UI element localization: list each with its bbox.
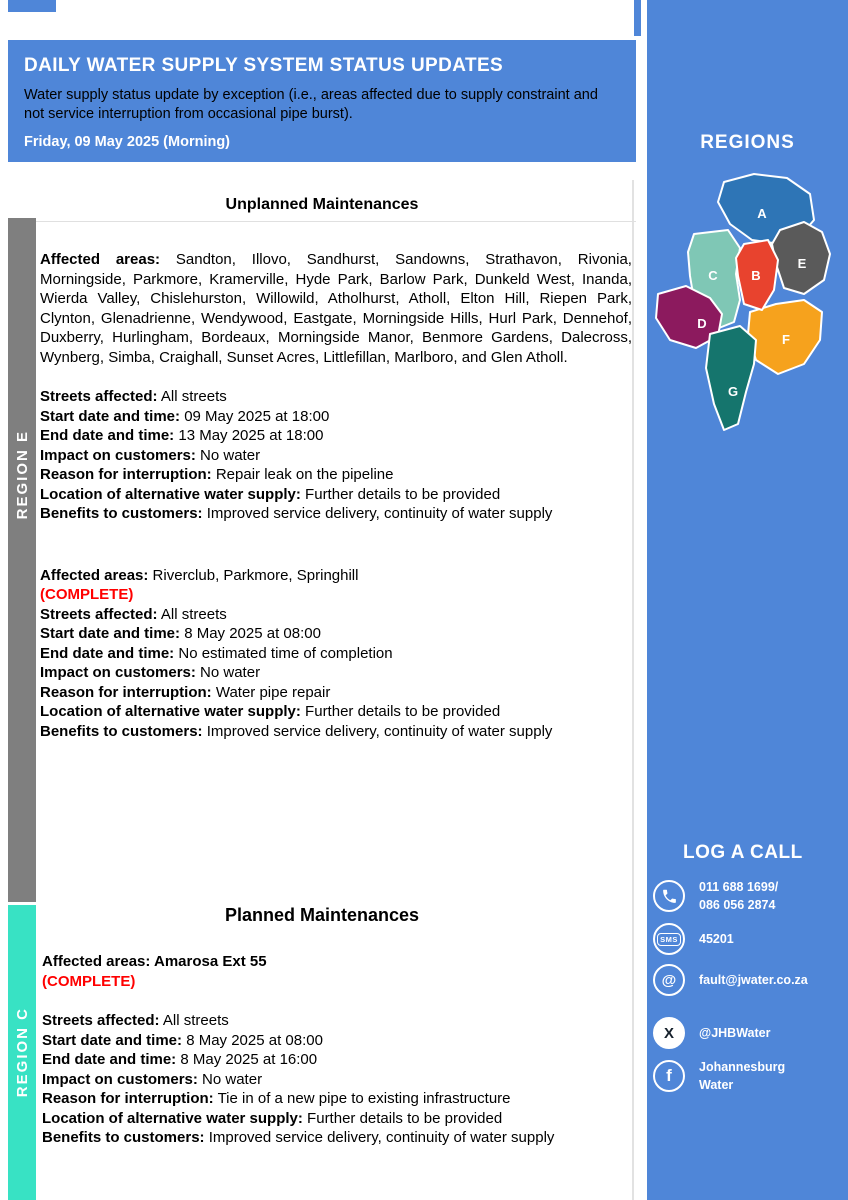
region-b-map-label: B	[751, 268, 761, 283]
field-value: 8 May 2025 at 16:00	[176, 1051, 318, 1068]
region-c-bar	[8, 905, 36, 1200]
email-address: fault@jwater.co.za	[699, 973, 808, 988]
field-line	[42, 1089, 630, 1109]
page-title: DAILY WATER SUPPLY SYSTEM STATUS UPDATES	[24, 55, 504, 76]
field-line	[40, 407, 632, 427]
affected-areas-paragraph	[40, 250, 632, 367]
phone-line-2: 086 056 2874	[699, 898, 776, 913]
field-line	[40, 663, 632, 683]
field-label: Affected areas:	[42, 953, 151, 970]
phone-line-1: 011 688 1699/	[699, 880, 779, 894]
field-line	[40, 702, 632, 722]
field-label: End date and time:	[42, 1051, 177, 1068]
maintenance-entry-1	[40, 250, 632, 524]
field-label: Benefits to customers:	[40, 505, 203, 522]
phone-glyph	[661, 888, 678, 905]
contact-sms	[653, 923, 845, 955]
content-right-edge	[632, 180, 634, 1200]
field-value: Further details to be provided	[302, 1109, 503, 1127]
field-line	[40, 504, 632, 524]
field-label: Benefits to customers:	[42, 1129, 205, 1146]
status-complete: (COMPLETE)	[40, 586, 134, 603]
field-value: No estimated time of completion	[174, 644, 393, 662]
facebook-line-2: Water	[699, 1078, 734, 1093]
field-value: No water	[195, 664, 261, 681]
field-value: 8 May 2025 at 08:00	[180, 625, 321, 642]
field-value: Repair leak on the pipeline	[211, 466, 394, 483]
field-value: Tie in of a new pipe to existing infrastructure	[213, 1090, 511, 1107]
field-label: Benefits to customers:	[40, 722, 203, 740]
field-value: All streets	[157, 388, 227, 405]
field-line	[40, 387, 632, 407]
field-label: Streets affected:	[42, 1012, 160, 1029]
field-label: Streets affected:	[40, 605, 158, 623]
region-g-map-label: G	[727, 384, 739, 399]
fields-block	[42, 1011, 630, 1148]
planned-heading-text: Planned Maintenances	[224, 905, 420, 925]
region-e-map-label: E	[797, 256, 807, 271]
facebook-line-1: Johannesburg	[699, 1060, 786, 1075]
field-line	[42, 1128, 630, 1148]
field-line	[40, 485, 632, 505]
field-value: No water	[197, 1070, 263, 1088]
maintenance-entry-3	[42, 952, 630, 1148]
unplanned-section-heading	[8, 196, 636, 222]
field-line	[40, 644, 632, 664]
top-left-accent-bar	[8, 0, 56, 12]
field-label: Reason for interruption:	[40, 466, 212, 483]
field-value: Sandton, Illovo, Sandhurst, Sandowns, Strathavon, Rivonia, Morningside, Parkmore, Kramerville, Hyde Park, Barlow Park, Dunkeld West, Inanda, Wierda Valley, Chislehurston, Willowild, Atholhurst, Atholl, Elton Hill, Riepen Park, Clynton, Glenadrienne, Wendywood, Eastgate, Morningside Hills, Hurl Park, Dennehof, Duxberry, Hurlingham, Bordeaux, Morningside Manor, Benmore Gardens, Dalecross, Wynberg, Simba, Craighall, Sunset Acres, Littlefillan, Marlboro, and Glen Atholl.	[40, 251, 632, 366]
x-twitter-icon: X	[653, 1017, 685, 1049]
field-line	[42, 1070, 630, 1090]
region-d-map-label: D	[697, 316, 707, 331]
contact-x-twitter	[653, 1017, 845, 1049]
field-value: All streets	[157, 605, 227, 623]
planned-content	[42, 952, 630, 1148]
field-label: Streets affected:	[40, 388, 158, 405]
field-label: Reason for interruption:	[40, 683, 212, 701]
field-line	[40, 605, 632, 625]
field-line	[42, 1050, 630, 1070]
field-value: Further details to be provided	[300, 703, 501, 720]
field-value: No water	[195, 446, 261, 464]
field-value: Water pipe repair	[211, 683, 331, 701]
field-label: Start date and time:	[40, 407, 181, 425]
field-label: Start date and time:	[42, 1031, 183, 1049]
field-line	[42, 1031, 630, 1051]
affected-areas-line	[40, 566, 632, 586]
log-a-call-title: LOG A CALL	[683, 842, 803, 863]
field-line	[42, 1011, 630, 1031]
field-line	[40, 465, 632, 485]
field-value: Improved service delivery, continuity of water supply	[202, 722, 553, 740]
field-value: All streets	[159, 1012, 229, 1029]
field-value: 8 May 2025 at 08:00	[182, 1031, 323, 1049]
field-label: Impact on customers:	[40, 664, 196, 681]
field-label: Location of alternative water supply:	[40, 703, 301, 720]
field-label: Impact on customers:	[42, 1070, 198, 1088]
field-value: 13 May 2025 at 18:00	[174, 427, 324, 444]
header	[8, 40, 636, 162]
contact-list	[653, 878, 845, 1095]
field-line	[40, 426, 632, 446]
region-f-map-label: F	[782, 332, 790, 347]
field-value: Improved service delivery, continuity of water supply	[202, 505, 553, 522]
phone-numbers	[699, 878, 778, 914]
sidebar	[647, 0, 848, 1200]
x-handle: @JHBWater	[699, 1026, 771, 1041]
region-e-bar	[8, 218, 36, 902]
region-c-label: REGION C	[13, 1007, 31, 1098]
region-c-map-label: C	[708, 268, 718, 283]
unplanned-content	[40, 250, 632, 741]
field-value: Improved service delivery, continuity of water supply	[204, 1129, 555, 1146]
field-line	[40, 722, 632, 742]
field-line	[40, 446, 632, 466]
header-subtitle: Water supply status update by exception (i.e., areas affected due to supply constraint and not service interruption from occasional pipe burst).	[24, 86, 598, 122]
field-label: Affected areas:	[40, 566, 149, 584]
sidebar-top-notch	[634, 0, 641, 36]
field-line	[40, 683, 632, 703]
sms-chip-label: SMS	[657, 933, 681, 946]
field-label: Affected areas:	[40, 251, 161, 268]
field-value: 09 May 2025 at 18:00	[180, 407, 330, 425]
facebook-icon: f	[653, 1060, 685, 1092]
region-e-label: REGION E	[13, 430, 31, 520]
field-line	[40, 624, 632, 644]
contact-email	[653, 964, 845, 996]
sms-icon	[653, 923, 685, 955]
email-icon: @	[653, 964, 685, 996]
field-line	[42, 1109, 630, 1129]
field-value: Riverclub, Parkmore, Springhill	[148, 566, 359, 584]
planned-section-heading	[8, 905, 636, 926]
field-value: Amarosa Ext 55	[150, 953, 267, 970]
regions-title: REGIONS	[700, 132, 795, 153]
field-value: Further details to be provided	[300, 485, 501, 503]
region-a-map-label: A	[757, 206, 767, 221]
unplanned-heading-text: Unplanned Maintenances	[225, 196, 419, 213]
regions-map	[652, 172, 842, 437]
field-label: End date and time:	[40, 427, 175, 444]
field-label: Start date and time:	[40, 625, 181, 642]
field-label: Location of alternative water supply:	[40, 485, 301, 503]
phone-icon	[653, 880, 685, 912]
sms-number: 45201	[699, 932, 734, 947]
field-label: Impact on customers:	[40, 446, 196, 464]
contact-facebook	[653, 1058, 845, 1094]
region-g-shape	[706, 326, 756, 430]
status-complete: (COMPLETE)	[42, 972, 136, 990]
facebook-name	[699, 1058, 785, 1094]
field-label: End date and time:	[40, 644, 175, 662]
affected-areas-line	[42, 952, 630, 972]
field-label: Location of alternative water supply:	[42, 1109, 303, 1127]
contact-phone	[653, 878, 845, 914]
header-date: Friday, 09 May 2025 (Morning)	[24, 134, 231, 151]
maintenance-entry-2	[40, 566, 632, 742]
field-label: Reason for interruption:	[42, 1090, 214, 1107]
